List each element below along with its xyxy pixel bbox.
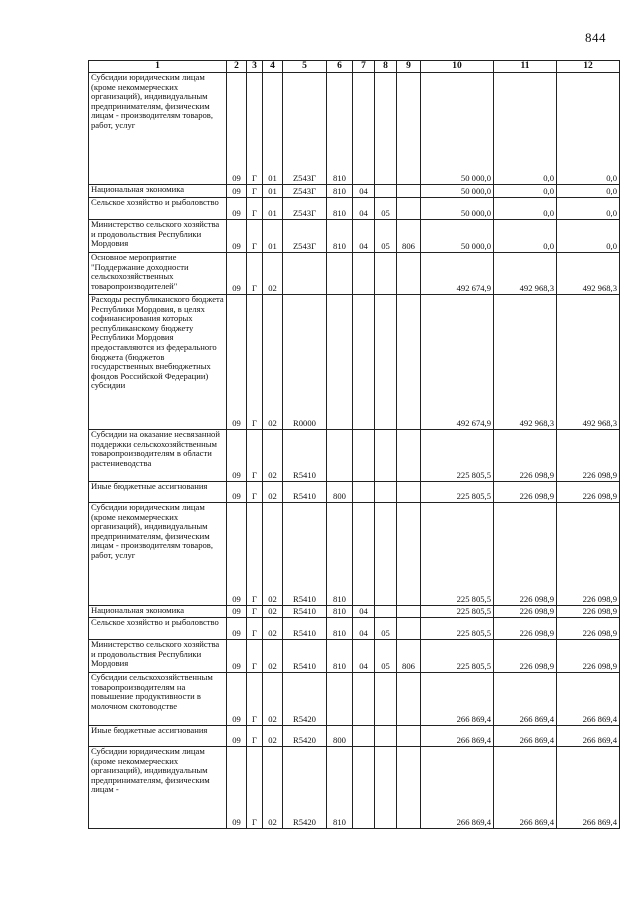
cell-c5: R5420 [283, 726, 327, 747]
cell-c2: 09 [227, 430, 247, 482]
cell-c7: 04 [353, 606, 375, 618]
cell-c7: 04 [353, 618, 375, 640]
cell-c9: 806 [397, 220, 421, 253]
cell-c2: 09 [227, 253, 247, 295]
table-row [89, 430, 620, 482]
cell-c4: 02 [263, 253, 283, 295]
cell-c6: 810 [327, 606, 353, 618]
cell-c2: 09 [227, 726, 247, 747]
cell-c9 [397, 747, 421, 829]
row-name-cell: Сельское хозяйство и рыболовство [89, 618, 227, 640]
cell-c11: 492 968,3 [494, 253, 557, 295]
cell-c12: 226 098,9 [557, 482, 620, 503]
table-row [89, 253, 620, 295]
cell-c2: 09 [227, 503, 247, 606]
cell-c9 [397, 185, 421, 198]
table-header-row [89, 61, 620, 73]
column-header: 6 [327, 61, 353, 73]
cell-c8 [375, 253, 397, 295]
cell-c9 [397, 430, 421, 482]
cell-c7 [353, 726, 375, 747]
cell-c6: 810 [327, 640, 353, 673]
cell-c11: 226 098,9 [494, 640, 557, 673]
cell-c6: 810 [327, 503, 353, 606]
column-header: 12 [557, 61, 620, 73]
cell-c10: 225 805,5 [421, 430, 494, 482]
cell-c4: 01 [263, 73, 283, 185]
table-row [89, 618, 620, 640]
row-name-cell: Министерство сельского хозяйства и продовольствия Республики Мордовия [89, 640, 227, 673]
cell-c8 [375, 482, 397, 503]
cell-c3: Г [247, 640, 263, 673]
column-header: 4 [263, 61, 283, 73]
cell-c10: 266 869,4 [421, 673, 494, 726]
table-body [89, 73, 620, 829]
cell-c10: 225 805,5 [421, 503, 494, 606]
cell-c7 [353, 295, 375, 430]
row-name-cell: Расходы республиканского бюджета Республики Мордовия, в целях софинансирования которых республиканскому бюджету Республики Мордовия предоставляются из федерального бюджета (бюджетов государственных внебюджетных фондов Российской Федерации) субсидии [89, 295, 227, 430]
page-number: 844 [585, 30, 606, 45]
cell-c10: 50 000,0 [421, 198, 494, 220]
column-header: 8 [375, 61, 397, 73]
cell-c12: 266 869,4 [557, 747, 620, 829]
cell-c7: 04 [353, 220, 375, 253]
cell-c10: 266 869,4 [421, 747, 494, 829]
cell-c12: 0,0 [557, 73, 620, 185]
row-name-cell: Национальная экономика [89, 606, 227, 618]
cell-c2: 09 [227, 747, 247, 829]
cell-c7: 04 [353, 640, 375, 673]
cell-c9 [397, 73, 421, 185]
cell-c2: 09 [227, 618, 247, 640]
column-header: 2 [227, 61, 247, 73]
cell-c12: 226 098,9 [557, 503, 620, 606]
cell-c12: 0,0 [557, 198, 620, 220]
cell-c5: Z543Г [283, 73, 327, 185]
cell-c2: 09 [227, 185, 247, 198]
cell-c2: 09 [227, 198, 247, 220]
cell-c9 [397, 295, 421, 430]
table-row [89, 198, 620, 220]
row-name-cell: Основное мероприятие "Поддержание доходности сельскохозяйственных товаропроизводителей" [89, 253, 227, 295]
cell-c9 [397, 606, 421, 618]
cell-c11: 226 098,9 [494, 482, 557, 503]
cell-c9 [397, 726, 421, 747]
cell-c4: 01 [263, 220, 283, 253]
cell-c12: 266 869,4 [557, 673, 620, 726]
cell-c8 [375, 503, 397, 606]
cell-c5: Z543Г [283, 185, 327, 198]
cell-c7 [353, 253, 375, 295]
cell-c5 [283, 253, 327, 295]
cell-c10: 266 869,4 [421, 726, 494, 747]
table-row [89, 640, 620, 673]
cell-c4: 02 [263, 430, 283, 482]
cell-c10: 225 805,5 [421, 640, 494, 673]
cell-c7: 04 [353, 198, 375, 220]
row-name-cell: Субсидии юридическим лицам (кроме некоммерческих организаций), индивидуальным предпринимателям, физическим лицам - производителям товаров, работ, услуг [89, 503, 227, 606]
cell-c3: Г [247, 253, 263, 295]
cell-c9 [397, 198, 421, 220]
row-name-cell: Субсидии на оказание несвязанной поддержки сельскохозяйственным товаропроизводителям в области растениеводства [89, 430, 227, 482]
cell-c9 [397, 503, 421, 606]
cell-c2: 09 [227, 482, 247, 503]
cell-c2: 09 [227, 640, 247, 673]
column-header: 11 [494, 61, 557, 73]
budget-table [88, 60, 620, 829]
cell-c5: Z543Г [283, 220, 327, 253]
cell-c3: Г [247, 198, 263, 220]
cell-c11: 226 098,9 [494, 618, 557, 640]
cell-c9 [397, 673, 421, 726]
cell-c3: Г [247, 295, 263, 430]
cell-c7: 04 [353, 185, 375, 198]
row-name-cell: Сельское хозяйство и рыболовство [89, 198, 227, 220]
cell-c7 [353, 503, 375, 606]
cell-c11: 266 869,4 [494, 673, 557, 726]
cell-c12: 226 098,9 [557, 430, 620, 482]
table-row [89, 503, 620, 606]
row-name-cell: Министерство сельского хозяйства и продовольствия Республики Мордовия [89, 220, 227, 253]
cell-c4: 01 [263, 185, 283, 198]
cell-c6: 810 [327, 220, 353, 253]
cell-c12: 266 869,4 [557, 726, 620, 747]
cell-c6 [327, 673, 353, 726]
cell-c11: 0,0 [494, 185, 557, 198]
cell-c4: 02 [263, 726, 283, 747]
table-row [89, 606, 620, 618]
cell-c10: 50 000,0 [421, 220, 494, 253]
table-row [89, 726, 620, 747]
cell-c6 [327, 253, 353, 295]
column-header: 7 [353, 61, 375, 73]
cell-c4: 02 [263, 606, 283, 618]
cell-c12: 492 968,3 [557, 295, 620, 430]
cell-c6: 810 [327, 747, 353, 829]
cell-c7 [353, 482, 375, 503]
cell-c11: 0,0 [494, 73, 557, 185]
cell-c12: 0,0 [557, 185, 620, 198]
cell-c4: 02 [263, 640, 283, 673]
cell-c8: 05 [375, 618, 397, 640]
cell-c8 [375, 606, 397, 618]
cell-c11: 226 098,9 [494, 503, 557, 606]
cell-c5: Z543Г [283, 198, 327, 220]
cell-c3: Г [247, 430, 263, 482]
cell-c7 [353, 430, 375, 482]
cell-c9: 806 [397, 640, 421, 673]
cell-c9 [397, 253, 421, 295]
cell-c11: 492 968,3 [494, 295, 557, 430]
cell-c5: R5420 [283, 747, 327, 829]
column-header: 9 [397, 61, 421, 73]
cell-c12: 0,0 [557, 220, 620, 253]
cell-c4: 02 [263, 747, 283, 829]
cell-c8 [375, 673, 397, 726]
cell-c8 [375, 185, 397, 198]
cell-c10: 225 805,5 [421, 482, 494, 503]
cell-c8: 05 [375, 220, 397, 253]
cell-c3: Г [247, 482, 263, 503]
cell-c2: 09 [227, 295, 247, 430]
cell-c9 [397, 618, 421, 640]
cell-c3: Г [247, 185, 263, 198]
cell-c8: 05 [375, 198, 397, 220]
cell-c3: Г [247, 747, 263, 829]
table-row [89, 482, 620, 503]
cell-c3: Г [247, 220, 263, 253]
cell-c8 [375, 726, 397, 747]
cell-c10: 492 674,9 [421, 253, 494, 295]
cell-c8: 05 [375, 640, 397, 673]
cell-c6 [327, 430, 353, 482]
cell-c11: 226 098,9 [494, 606, 557, 618]
table-row [89, 673, 620, 726]
cell-c9 [397, 482, 421, 503]
cell-c2: 09 [227, 73, 247, 185]
cell-c4: 02 [263, 295, 283, 430]
cell-c7 [353, 673, 375, 726]
cell-c10: 50 000,0 [421, 185, 494, 198]
column-header: 10 [421, 61, 494, 73]
cell-c11: 266 869,4 [494, 747, 557, 829]
cell-c12: 226 098,9 [557, 618, 620, 640]
row-name-cell: Субсидии юридическим лицам (кроме некоммерческих организаций), индивидуальным предпринимателям, физическим лицам - [89, 747, 227, 829]
row-name-cell: Субсидии юридическим лицам (кроме некоммерческих организаций), индивидуальным предпринимателям, физическим лицам - производителям товаров, работ, услуг [89, 73, 227, 185]
cell-c11: 0,0 [494, 198, 557, 220]
cell-c4: 02 [263, 482, 283, 503]
cell-c5: R5410 [283, 430, 327, 482]
cell-c11: 266 869,4 [494, 726, 557, 747]
cell-c4: 02 [263, 673, 283, 726]
cell-c6: 810 [327, 185, 353, 198]
cell-c8 [375, 73, 397, 185]
cell-c3: Г [247, 726, 263, 747]
cell-c5: R0000 [283, 295, 327, 430]
cell-c2: 09 [227, 606, 247, 618]
table-row [89, 185, 620, 198]
table-row [89, 220, 620, 253]
table-row [89, 295, 620, 430]
cell-c6 [327, 295, 353, 430]
cell-c11: 0,0 [494, 220, 557, 253]
cell-c3: Г [247, 503, 263, 606]
cell-c10: 492 674,9 [421, 295, 494, 430]
cell-c10: 225 805,5 [421, 618, 494, 640]
cell-c8 [375, 430, 397, 482]
table-row [89, 747, 620, 829]
row-name-cell: Национальная экономика [89, 185, 227, 198]
cell-c3: Г [247, 606, 263, 618]
cell-c5: R5420 [283, 673, 327, 726]
row-name-cell: Субсидии сельскохозяйственным товаропроизводителям на повышение продуктивности в молочном скотоводстве [89, 673, 227, 726]
column-header: 1 [89, 61, 227, 73]
table-row [89, 73, 620, 185]
cell-c6: 810 [327, 198, 353, 220]
cell-c7 [353, 747, 375, 829]
cell-c6: 800 [327, 482, 353, 503]
cell-c6: 810 [327, 73, 353, 185]
cell-c7 [353, 73, 375, 185]
cell-c12: 226 098,9 [557, 640, 620, 673]
cell-c5: R5410 [283, 606, 327, 618]
cell-c6: 810 [327, 618, 353, 640]
cell-c5: R5410 [283, 640, 327, 673]
cell-c2: 09 [227, 220, 247, 253]
cell-c5: R5410 [283, 618, 327, 640]
row-name-cell: Иные бюджетные ассигнования [89, 482, 227, 503]
cell-c3: Г [247, 73, 263, 185]
column-header: 5 [283, 61, 327, 73]
cell-c12: 226 098,9 [557, 606, 620, 618]
cell-c10: 225 805,5 [421, 606, 494, 618]
cell-c4: 02 [263, 503, 283, 606]
cell-c6: 800 [327, 726, 353, 747]
cell-c3: Г [247, 618, 263, 640]
column-header: 3 [247, 61, 263, 73]
cell-c5: R5410 [283, 482, 327, 503]
cell-c4: 01 [263, 198, 283, 220]
row-name-cell: Иные бюджетные ассигнования [89, 726, 227, 747]
cell-c2: 09 [227, 673, 247, 726]
cell-c4: 02 [263, 618, 283, 640]
cell-c10: 50 000,0 [421, 73, 494, 185]
cell-c11: 226 098,9 [494, 430, 557, 482]
cell-c8 [375, 747, 397, 829]
cell-c12: 492 968,3 [557, 253, 620, 295]
cell-c5: R5410 [283, 503, 327, 606]
cell-c3: Г [247, 673, 263, 726]
cell-c8 [375, 295, 397, 430]
